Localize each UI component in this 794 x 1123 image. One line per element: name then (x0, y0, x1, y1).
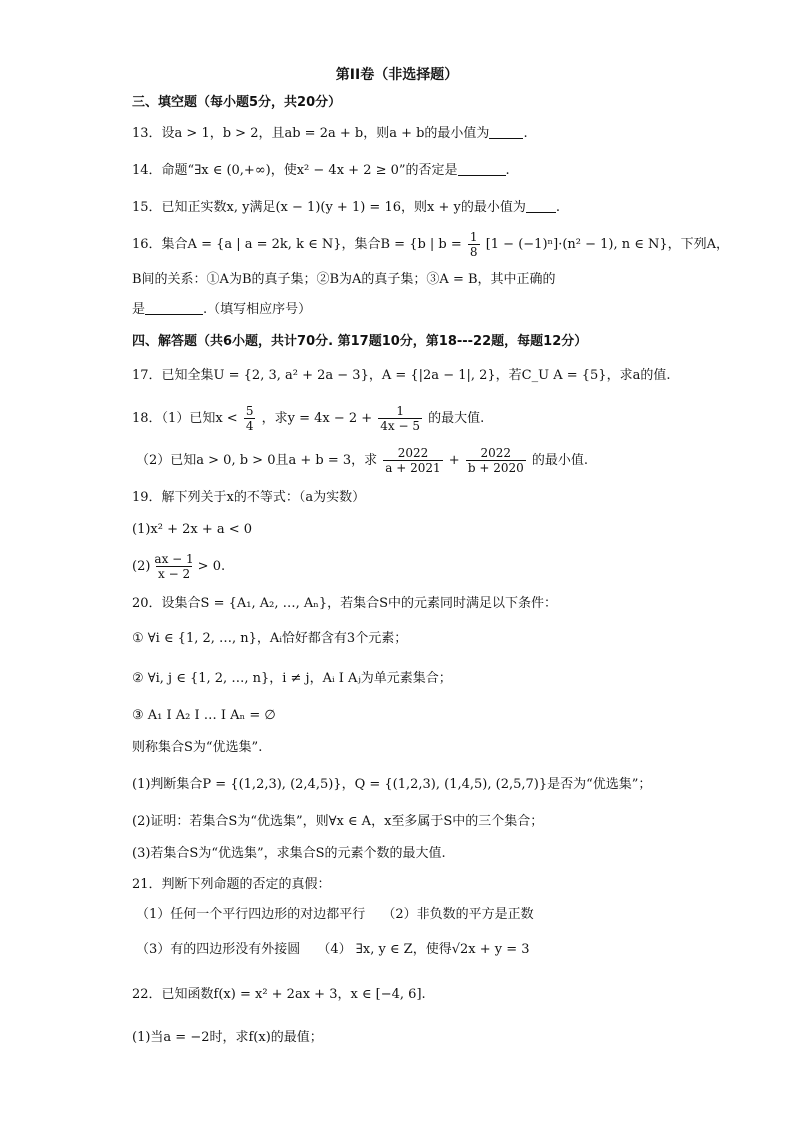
question-19-stem: 19．解下列关于x的不等式：（a为实数） (132, 490, 366, 505)
section-fill-in: 三、填空题（每小题5分，共20分） (132, 95, 342, 110)
question-16-line-3 (132, 300, 311, 320)
question-20-part-2: (2)证明：若集合S为“优选集”，则∀x ∈ A，x至多属于S中的三个集合； (132, 814, 544, 829)
question-text: （2）已知a > 0, b > 0且a + b = 3，求 (136, 453, 378, 468)
fraction-denominator: 4 (245, 419, 254, 433)
question-text: 18．（1）已知x < (132, 411, 238, 426)
answer-blank (458, 161, 506, 176)
fraction-numerator: 1 (396, 404, 404, 418)
question-tail: . (555, 200, 560, 215)
question-text: 是 (132, 302, 146, 317)
question-text: 的最小值. (531, 453, 589, 468)
fraction-denominator: 4x − 5 (380, 419, 421, 433)
fraction (378, 404, 422, 433)
question-20-condition-3: ③ A₁ I A₂ I … I Aₙ = ∅ (132, 708, 276, 723)
question-22-part-1: (1)当a = −2时，求f(x)的最值； (132, 1030, 323, 1045)
question-15 (132, 198, 560, 218)
plus-sign: + (448, 453, 460, 468)
question-text: 14．命题“∃x ∈ (0,+∞)，使x² − 4x + 2 ≥ 0”的否定是 (132, 163, 458, 178)
question-20-condition-1: ① ∀i ∈ {1, 2, …, n}，Aᵢ恰好都含有3个元素； (132, 631, 408, 646)
question-14 (132, 161, 510, 181)
question-21-stem: 21．判断下列命题的否定的真假： (132, 877, 331, 892)
fraction (244, 404, 256, 433)
question-text: (2) (132, 559, 151, 574)
section-answer: 四、解答题（共6小题，共计70分. 第17题10分，第18---22题，每题12分） (132, 334, 588, 349)
question-text: 16．集合A = {a | a = 2k, k ∈ N}，集合B = {b | b = (132, 237, 462, 252)
fraction-numerator: ax − 1 (154, 552, 194, 566)
question-text: 13．设a > 1，b > 2，且ab = 2a + b，则a + b的最小值为 (132, 126, 490, 141)
question-tail: . (523, 126, 528, 141)
question-tail: . (505, 163, 510, 178)
question-20-stem: 20．设集合S = {A₁, A₂, …, Aₙ}，若集合S中的元素同时满足以下条件： (132, 596, 558, 611)
fraction-denominator: 8 (469, 245, 478, 259)
question-16-line-2: B间的关系：①A为B的真子集；②B为A的真子集；③A = B，其中正确的 (132, 272, 556, 287)
question-18-part-1 (132, 404, 484, 433)
fraction-numerator: 2022 (397, 446, 429, 460)
question-19-part-2 (132, 552, 225, 581)
fraction-numerator: 2022 (480, 446, 512, 460)
question-19-part-1: (1)x² + 2x + a < 0 (132, 522, 253, 537)
question-text: 的最大值. (428, 411, 485, 426)
question-text: 15．已知正实数x, y满足(x − 1)(y + 1) = 16，则x + y的最小值为 (132, 200, 526, 215)
question-21-line-1: （1）任何一个平行四边形的对边都平行 （2）非负数的平方是正数 (136, 907, 534, 922)
fraction-denominator: a + 2021 (385, 461, 441, 475)
question-20-condition-2: ② ∀i, j ∈ {1, 2, …, n}，i ≠ j，Aᵢ I Aⱼ为单元素集合； (132, 671, 452, 686)
fraction-denominator: x − 2 (158, 567, 191, 581)
answer-blank (145, 300, 203, 315)
question-20-part-1: (1)判断集合P = {(1,2,3), (2,4,5)}，Q = {(1,2,3), (1,4,5), (2,5,7)}是否为“优选集”； (132, 777, 652, 792)
question-16-line-1 (132, 230, 729, 259)
fraction (468, 230, 480, 259)
question-21-line-2: （3）有的四边形没有外接圆 （4） ∃x, y ∈ Z，使得√2x + y = 3 (136, 942, 530, 957)
fraction (152, 552, 195, 581)
fraction (466, 446, 526, 475)
question-13 (132, 124, 528, 144)
fraction-denominator: b + 2020 (467, 461, 524, 475)
question-20-conclusion: 则称集合S为“优选集”. (132, 740, 263, 755)
fraction-numerator: 5 (245, 404, 254, 418)
question-text: ，求y = 4x − 2 + (261, 411, 373, 426)
fraction-numerator: 1 (469, 230, 478, 244)
answer-blank (526, 198, 556, 213)
question-20-part-3: (3)若集合S为“优选集”，求集合S的元素个数的最大值. (132, 846, 446, 861)
page-title: 第II卷（非选择题） (335, 67, 459, 83)
question-17: 17．已知全集U = {2, 3, a² + 2a − 3}，A = {|2a − 1|, 2}，若C_U A = {5}，求a的值. (132, 368, 671, 383)
fraction (383, 446, 442, 475)
question-tail: .（填写相应序号） (203, 302, 312, 317)
question-text: [1 − (−1)ⁿ]·(n² − 1), n ∈ N}，下列A， (485, 237, 730, 252)
question-22-stem: 22．已知函数f(x) = x² + 2ax + 3，x ∈ [−4, 6]. (132, 987, 426, 1002)
question-text: > 0. (197, 559, 226, 574)
question-18-part-2 (136, 446, 588, 475)
answer-blank (489, 124, 523, 139)
